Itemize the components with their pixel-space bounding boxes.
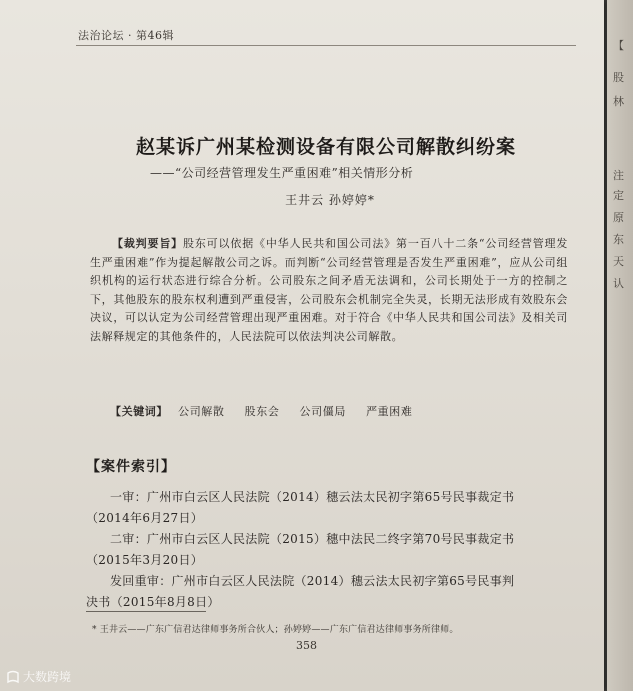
article-title: 赵某诉广州某检测设备有限公司解散纠纷案 [135, 136, 516, 158]
adjacent-page-fragment: 原 [613, 211, 624, 224]
section-heading: 【案件索引】 [86, 459, 176, 475]
page-number: 358 [296, 639, 317, 652]
case-index-line: （2015年3月20日） [86, 553, 204, 567]
keywords-tag: 【关键词】 [110, 405, 168, 418]
summary-text: 股东可以依据《中华人民共和国公司法》第一百八十二条“公司经营管理发生严重困难”作为提起解散公司之诉。而判断“公司经营管理是否发生严重困难”，应从公司组织机构的运行状态进行综合分析。公司股东之间矛盾无法调和，公司长期处于一方的控制之下，其他股东的股东权利遭到严重侵害，公司股东会机制完全失灵，长期无法形成有效股东会决议，可以认定为公司经营管理出现严重困难。对于符合《中华人民共和国公司法》及相关司法解释规定的其他条件的，人民法院可以依法判决公司解散。 [90, 237, 568, 343]
keyword: 公司僵局 [299, 405, 346, 418]
judgment-summary [90, 235, 568, 347]
adjacent-page-fragment: 东 [613, 233, 624, 246]
adjacent-page-fragment: 认 [613, 277, 624, 290]
adjacent-page-fragment: 【 [613, 39, 624, 52]
case-index-line: 二审：广州市白云区人民法院（2015）穗中法民二终字第70号民事裁定书 [110, 532, 515, 546]
footnote: * 王井云——广东广信君达律师事务所合伙人；孙婷婷——广东广信君达律师事务所律师。 [92, 625, 459, 635]
adjacent-page-edge [607, 0, 633, 691]
article-authors: 王井云 孙婷婷* [285, 193, 375, 207]
running-header: 法治论坛 · 第46辑 [78, 29, 174, 42]
summary-tag: 【裁判要旨】 [112, 237, 184, 250]
adjacent-page-fragment: 注 [613, 169, 624, 182]
watermark-logo-icon [6, 670, 20, 684]
keywords [110, 403, 570, 419]
adjacent-page-fragment: 定 [613, 189, 624, 202]
case-index-line: 一审：广州市白云区人民法院（2014）穗云法太民初字第65号民事裁定书 [110, 490, 515, 504]
case-index-line: 决书（2015年8月8日） [86, 595, 220, 609]
adjacent-page-fragment: 林 [613, 95, 624, 108]
watermark-text: 大数跨境 [23, 670, 72, 684]
watermark [6, 668, 71, 685]
keyword: 公司解散 [178, 405, 225, 418]
case-index [86, 487, 574, 613]
footnote-rule [86, 611, 206, 612]
adjacent-page-fragment: 股 [613, 71, 624, 84]
keyword: 严重困难 [366, 405, 413, 418]
header-rule [76, 45, 576, 46]
case-index-line: （2014年6月27日） [86, 511, 204, 525]
adjacent-page-fragment: 天 [613, 255, 624, 268]
article-subtitle: ——“公司经营管理发生严重困难”相关情形分析 [150, 166, 414, 180]
keyword: 股东会 [244, 405, 280, 418]
case-index-line: 发回重审：广州市白云区人民法院（2014）穗云法太民初字第65号民事判 [110, 574, 515, 588]
